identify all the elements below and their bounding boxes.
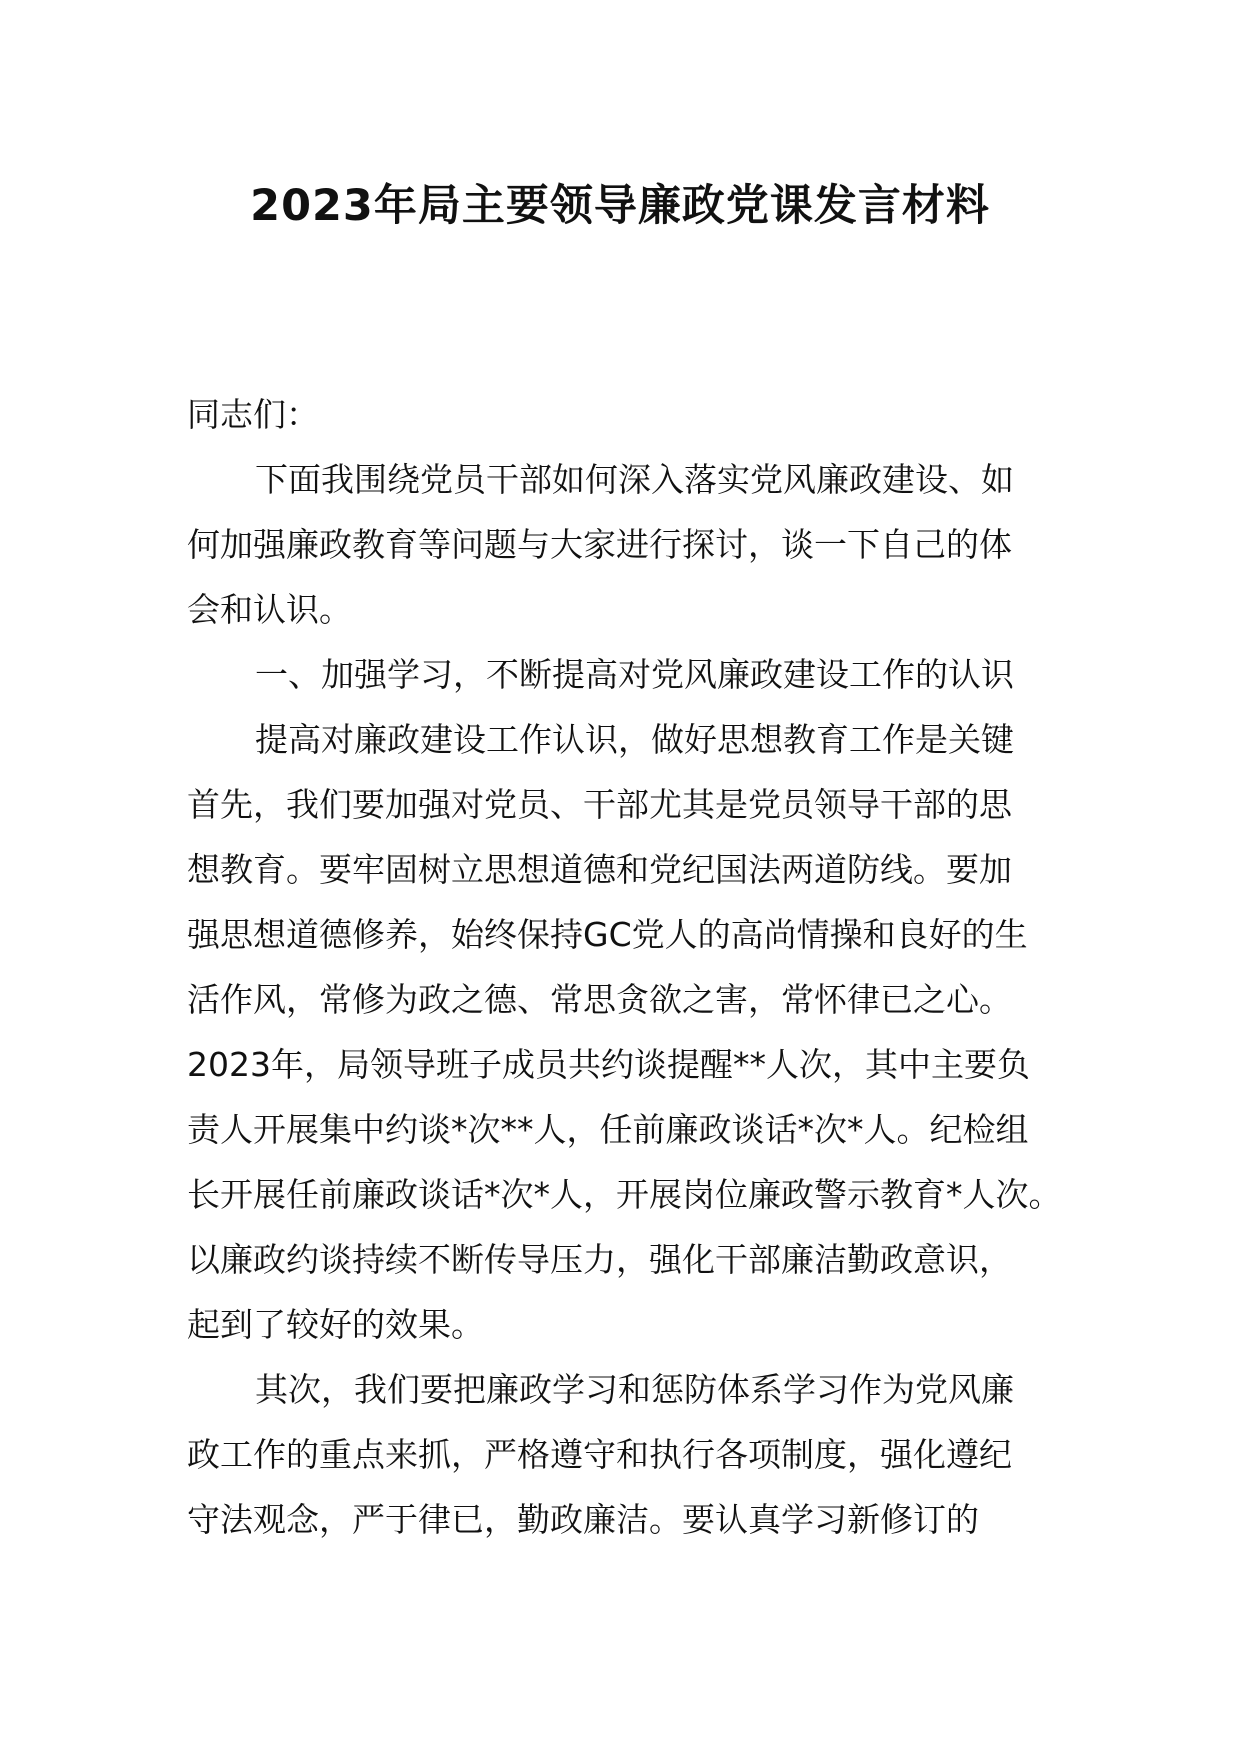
text-line: 会和认识。 bbox=[187, 590, 352, 629]
text-line: 下面我围绕党员干部如何深入落实党风廉政建设、如 bbox=[255, 460, 1014, 499]
text-line: 责人开展集中约谈*次**人，任前廉政谈话*次*人。纪检组 bbox=[187, 1110, 1029, 1149]
text-line: 何加强廉政教育等问题与大家进行探讨，谈一下自己的体 bbox=[187, 525, 1012, 564]
section-heading: 一、加强学习，不断提高对党风廉政建设工作的认识 bbox=[255, 655, 1014, 694]
text-line: 同志们： bbox=[187, 395, 319, 434]
text-line: 2023年，局领导班子成员共约谈提醒**人次，其中主要负 bbox=[187, 1045, 1030, 1084]
text-line: 提高对廉政建设工作认识，做好思想教育工作是关键 bbox=[255, 720, 1014, 759]
text-line: 起到了较好的效果。 bbox=[187, 1305, 484, 1344]
text-line: 首先，我们要加强对党员、干部尤其是党员领导干部的思 bbox=[187, 785, 1012, 824]
text-line: 想教育。要牢固树立思想道德和党纪国法两道防线。要加 bbox=[187, 850, 1012, 889]
document-body bbox=[187, 382, 1067, 1552]
text-line: 强思想道德修养，始终保持GC党人的高尚情操和良好的生 bbox=[187, 915, 1028, 954]
text-line: 活作风，常修为政之德、常思贪欲之害，常怀律已之心。 bbox=[187, 980, 1012, 1019]
text-line: 其次，我们要把廉政学习和惩防体系学习作为党风廉 bbox=[255, 1370, 1014, 1409]
document-title: 2023年局主要领导廉政党课发言材料 bbox=[250, 181, 990, 231]
text-line: 守法观念，严于律已，勤政廉洁。要认真学习新修订的 bbox=[187, 1500, 979, 1539]
text-line: 政工作的重点来抓，严格遵守和执行各项制度，强化遵纪 bbox=[187, 1435, 1012, 1474]
text-line: 长开展任前廉政谈话*次*人，开展岗位廉政警示教育*人次。 bbox=[187, 1175, 1062, 1214]
text-line: 以廉政约谈持续不断传导压力，强化干部廉洁勤政意识， bbox=[187, 1240, 1012, 1279]
